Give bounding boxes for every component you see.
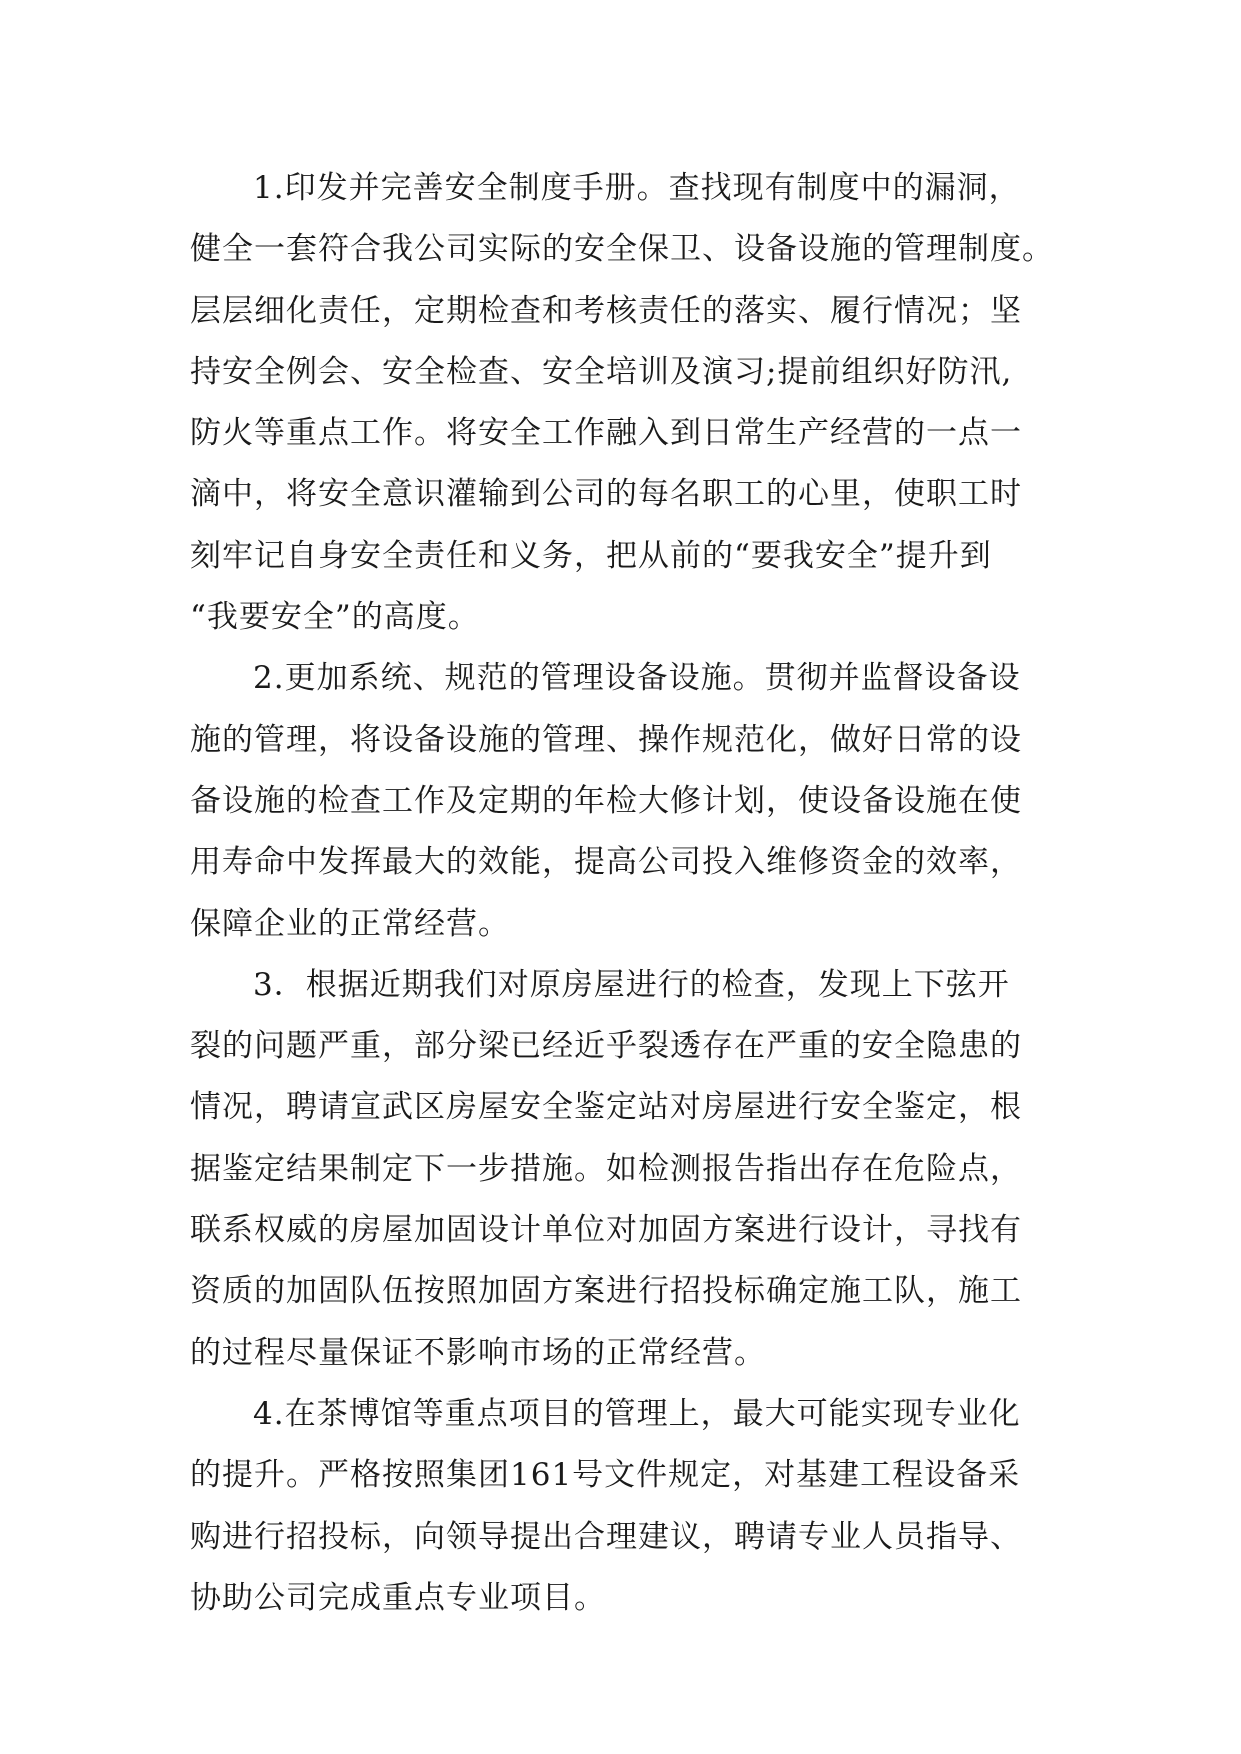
text-line: 协助公司完成重点专业项目。 <box>190 1579 606 1616</box>
text-line: 联系权威的房屋加固设计单位对加固方案进行设计，寻找有 <box>190 1212 1022 1249</box>
document-body <box>190 158 1090 1629</box>
text-line: “我要安全”的高度。 <box>190 599 480 636</box>
text-line: 备设施的检查工作及定期的年检大修计划，使设备设施在使 <box>190 782 1022 819</box>
text-line: 3．根据近期我们对原房屋进行的检查，发现上下弦开 <box>253 966 1010 1003</box>
text-line: 持安全例会、安全检查、安全培训及演习;提前组织好防汛, <box>190 353 1013 390</box>
text-line: 据鉴定结果制定下一步措施。如检测报告指出存在危险点， <box>190 1150 1022 1187</box>
text-line: 用寿命中发挥最大的效能，提高公司投入维修资金的效率， <box>190 844 1022 881</box>
text-line: 防火等重点工作。将安全工作融入到日常生产经营的一点一 <box>190 415 1022 452</box>
text-line: 保障企业的正常经营。 <box>190 905 510 942</box>
text-line: 滴中，将安全意识灌输到公司的每名职工的心里，使职工时 <box>190 476 1022 513</box>
text-line: 1.印发并完善安全制度手册。查找现有制度中的漏洞， <box>253 170 1021 206</box>
text-line: 健全一套符合我公司实际的安全保卫、设备设施的管理制度。 <box>190 231 1054 268</box>
text-line: 层层细化责任，定期检查和考核责任的落实、履行情况；坚 <box>190 292 1022 329</box>
text-line: 购进行招投标，向领导提出合理建议，聘请专业人员指导、 <box>190 1518 1022 1555</box>
text-line: 刻牢记自身安全责任和义务，把从前的“要我安全”提升到 <box>190 537 992 574</box>
text-line: 情况，聘请宣武区房屋安全鉴定站对房屋进行安全鉴定，根 <box>190 1089 1022 1126</box>
text-line: 4.在茶博馆等重点项目的管理上，最大可能实现专业化 <box>253 1395 1021 1432</box>
text-line: 的提升。严格按照集团161号文件规定，对基建工程设备采 <box>190 1457 1021 1494</box>
text-line: 的过程尽量保证不影响市场的正常经营。 <box>190 1334 766 1371</box>
text-line: 施的管理，将设备设施的管理、操作规范化，做好日常的设 <box>190 721 1022 758</box>
text-line: 资质的加固队伍按照加固方案进行招投标确定施工队，施工 <box>190 1273 1022 1310</box>
text-line: 2.更加系统、规范的管理设备设施。贯彻并监督设备设 <box>253 660 1021 697</box>
text-line: 裂的问题严重，部分梁已经近乎裂透存在严重的安全隐患的 <box>190 1028 1022 1065</box>
